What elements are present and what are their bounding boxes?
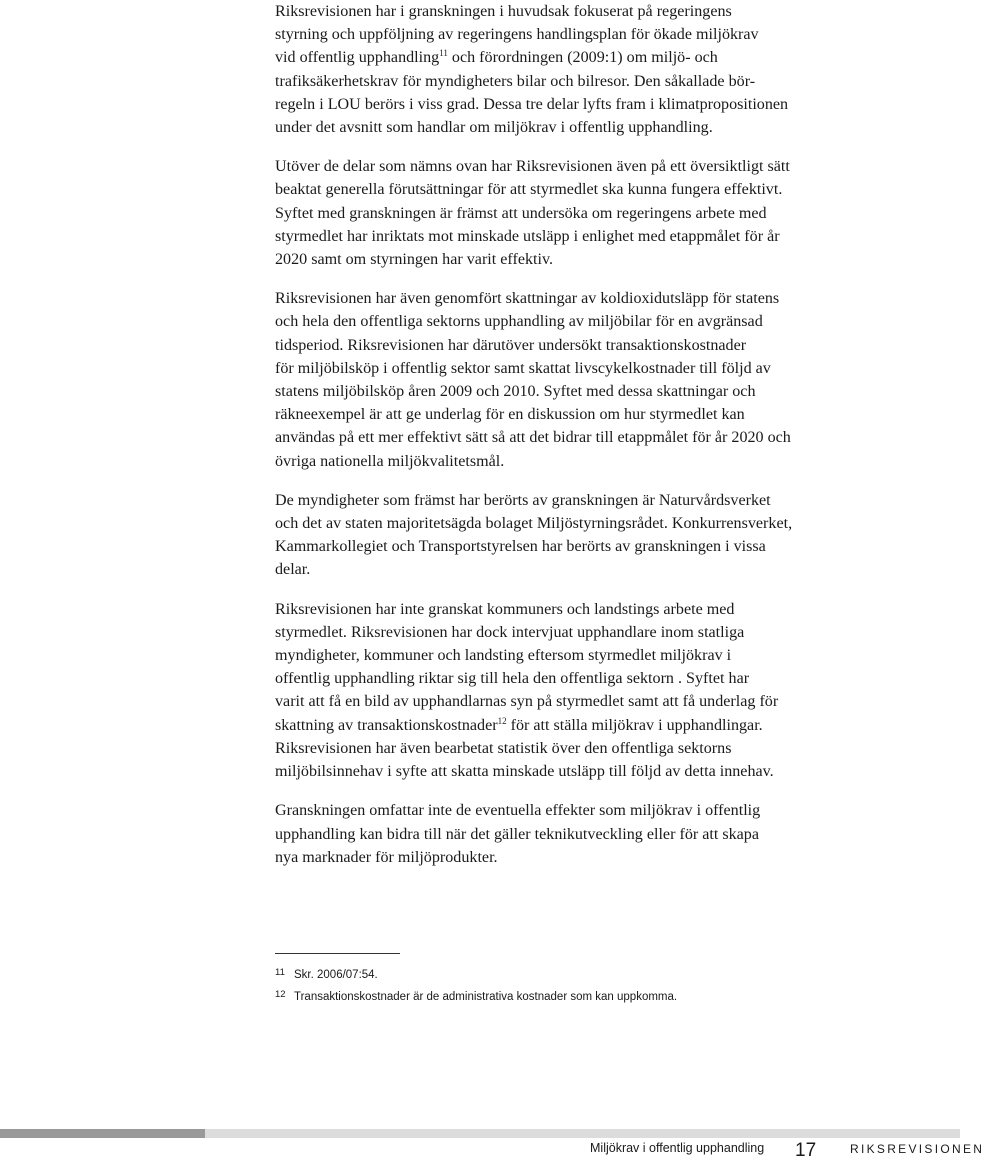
text-line: Granskningen omfattar inte de eventuella effekter som miljökrav i offentlig: [275, 802, 761, 820]
text-line: nya marknader för miljöprodukter.: [275, 848, 498, 866]
text-line: under det avsnitt som handlar om miljökrav i offentlig upphandling.: [275, 119, 713, 137]
text-line: styrning och uppföljning av regeringens handlingsplan för ökade miljökrav: [275, 26, 759, 44]
text-line: Riksrevisionen har även bearbetat statistik över den offentliga sektorns: [275, 739, 732, 757]
text-line: Riksrevisionen har inte granskat kommuners och landstings arbete med: [275, 600, 735, 618]
paragraph: [275, 799, 845, 869]
text-line: Utöver de delar som nämns ovan har Riksrevisionen även på ett översiktligt sätt: [275, 158, 790, 176]
footnote-text: Transaktionskostnader är de administrativa kostnader som kan uppkomma.: [294, 991, 678, 1003]
text-line: trafiksäkerhetskrav för myndigheters bilar och bilresor. Den såkallade bör-: [275, 72, 756, 90]
page-number: 17: [795, 1140, 817, 1161]
text-run: skattning av transaktionskostnader: [275, 716, 498, 734]
footnote-divider: [275, 953, 400, 954]
text-line: Syftet med granskningen är främst att undersöka om regeringens arbete med: [275, 204, 767, 222]
text-line: [275, 714, 845, 737]
text-line: delar.: [275, 561, 311, 579]
text-line: Riksrevisionen har i granskningen i huvudsak fokuserat på regeringens: [275, 3, 732, 20]
footnote-text: Skr. 2006/07:54.: [294, 969, 378, 981]
paragraph: [275, 287, 845, 473]
text-line: styrmedlet. Riksrevisionen har dock intervjuat upphandlare inom statliga: [275, 623, 745, 641]
text-line: De myndigheter som främst har berörts av granskningen är Naturvårdsverket: [275, 491, 771, 509]
footnotes: [275, 964, 875, 1008]
text-line: [275, 46, 845, 69]
body-text: [275, 0, 845, 885]
paragraph: [275, 155, 845, 271]
text-line: regeln i LOU berörs i viss grad. Dessa tre delar lyfts fram i klimatpropositionen: [275, 95, 789, 113]
footnote-reference: 11: [439, 48, 448, 59]
footnote-number: 12: [275, 989, 286, 1000]
footnote-number: 11: [275, 967, 285, 978]
footnote-11: [275, 964, 875, 986]
text-line: upphandling kan bidra till när det gäller teknikutveckling eller för att skapa: [275, 825, 759, 843]
text-line: och det av staten majoritetsägda bolaget Miljöstyrningsrådet. Konkurrensverket,: [275, 515, 793, 533]
text-line: tidsperiod. Riksrevisionen har därutöver undersökt transaktionskostnader: [275, 336, 747, 354]
footer-bar-light: [205, 1129, 960, 1138]
text-line: 2020 samt om styrningen har varit effektiv.: [275, 251, 554, 269]
text-line: övriga nationella miljökvalitetsmål.: [275, 452, 505, 470]
text-line: och hela den offentliga sektorns upphandling av miljöbilar för en avgränsad: [275, 313, 763, 331]
footer-title: Miljökrav i offentlig upphandling: [590, 1141, 765, 1155]
text-line: miljöbilsinnehav i syfte att skatta minskade utsläpp till följd av detta innehav.: [275, 763, 774, 781]
text-line: varit att få en bild av upphandlarnas syn på styrmedlet samt att få underlag för: [275, 693, 779, 711]
text-line: statens miljöbilsköp åren 2009 och 2010. Syftet med dessa skattningar och: [275, 383, 756, 401]
text-line: räkneexempel är att ge underlag för en diskussion om hur styrmedlet kan: [275, 406, 745, 424]
text-line: för miljöbilsköp i offentlig sektor samt skattat livscykelkostnader till följd av: [275, 359, 771, 377]
text-line: myndigheter, kommuner och landsting eftersom styrmedlet miljökrav i: [275, 647, 732, 665]
text-line: styrmedlet har inriktats mot minskade utsläpp i enlighet med etappmålet för år: [275, 227, 780, 245]
text-line: användas på ett mer effektivt sätt så att det bidrar till etappmålet för år 2020 och: [275, 429, 791, 447]
text-run: vid offentlig upphandling: [275, 49, 440, 67]
text-line: beaktat generella förutsättningar för att styrmedlet ska kunna fungera effektivt.: [275, 181, 783, 199]
paragraph: [275, 598, 845, 784]
footer-brand: RIKSREVISIONEN: [850, 1142, 984, 1156]
text-line: Riksrevisionen har även genomfört skattningar av koldioxidutsläpp för statens: [275, 290, 780, 308]
footnote-reference: 12: [497, 715, 507, 726]
paragraph: [275, 0, 845, 139]
footnote-12: [275, 986, 875, 1008]
text-line: offentlig upphandling riktar sig till hela den offentliga sektorn . Syftet har: [275, 670, 750, 688]
footer-bar-dark: [0, 1129, 205, 1138]
text-run: för att ställa miljökrav i upphandlingar.: [506, 716, 763, 734]
text-line: Kammarkollegiet och Transportstyrelsen har berörts av granskningen i vissa: [275, 538, 766, 556]
text-run: och förordningen (2009:1) om miljö- och: [447, 49, 718, 67]
paragraph: [275, 489, 845, 582]
